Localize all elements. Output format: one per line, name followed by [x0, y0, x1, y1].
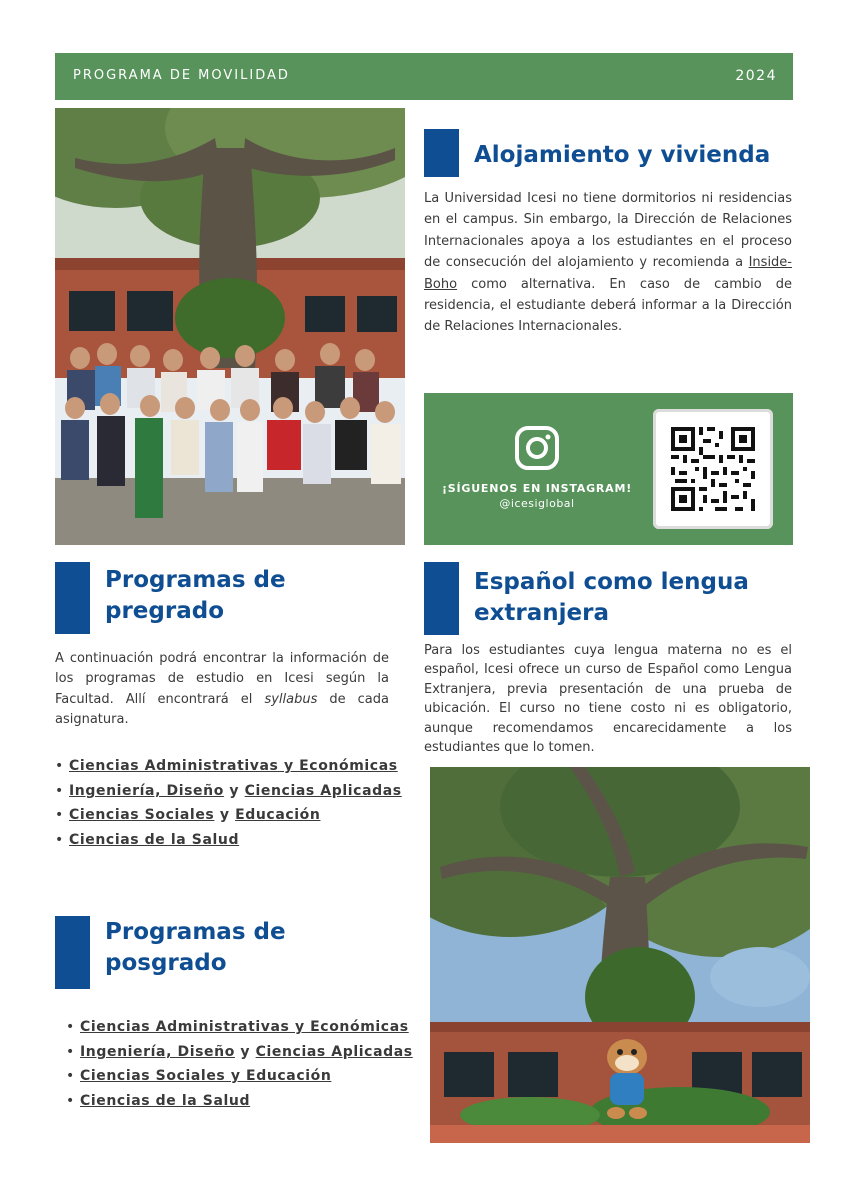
espanol-heading-line1: Español como lengua [474, 569, 749, 595]
pregrado-link-educacion[interactable]: Educación [235, 807, 321, 824]
group-photo [55, 108, 405, 545]
espanol-accent-bar [424, 562, 459, 635]
espanol-heading-line2: extranjera [474, 600, 610, 626]
list-item [66, 1019, 416, 1044]
posgrado-link-sociales[interactable]: Ciencias Sociales y Educación [80, 1068, 332, 1085]
qr-code[interactable] [653, 409, 773, 529]
instagram-cta: ¡SÍGUENOS EN INSTAGRAM! [441, 482, 633, 495]
instagram-icon[interactable] [514, 425, 560, 471]
pregrado-heading [105, 565, 286, 627]
pregrado-intro [55, 649, 389, 731]
pregrado-link-salud[interactable]: Ciencias de la Salud [69, 832, 240, 849]
list-item [55, 783, 415, 808]
posgrado-link-admin[interactable]: Ciencias Administrativas y Económicas [80, 1019, 409, 1035]
alojamiento-accent-bar [424, 129, 459, 177]
instagram-box [424, 393, 793, 545]
list-item [55, 807, 415, 832]
pregrado-link-sociales[interactable]: Ciencias Sociales [69, 807, 215, 824]
pregrado-list [55, 758, 415, 857]
posgrado-list [66, 1019, 416, 1118]
posgrado-accent-bar [55, 916, 90, 989]
pregrado-intro-text-1: A continuación podrá encontrar la información de los programas de estudio en Icesi según la Facultad. Allí encontrará el [55, 651, 389, 707]
posgrado-heading-line1: Programas de [105, 919, 286, 945]
program-title: PROGRAMA DE MOVILIDAD [73, 68, 290, 83]
list-item [55, 758, 415, 783]
espanol-paragraph: Para los estudiantes cuya lengua materna no es el español, Icesi ofrece un curso de Español como Lengua Extranjera, previa presentación de una prueba de ubicación. El curso no tiene costo ni es obligatorio, aunque recomendamos encarecidamente a los estudiantes que lo tomen. [424, 643, 792, 756]
posgrado-link-salud[interactable]: Ciencias de la Salud [80, 1093, 251, 1110]
list-separator: y [223, 782, 245, 799]
posgrado-heading-line2: posgrado [105, 950, 227, 976]
list-item [66, 1044, 416, 1069]
alojamiento-heading: Alojamiento y vivienda [474, 142, 771, 168]
pregrado-link-ciencias-aplicadas[interactable]: Ciencias Aplicadas [244, 782, 402, 799]
syllabus-text: syllabus [264, 691, 318, 707]
pregrado-accent-bar [55, 562, 90, 634]
pregrado-intro-text-2: de cada asignatura. [55, 691, 389, 728]
posgrado-link-ingenieria[interactable]: Ingeniería, Diseño [80, 1043, 235, 1060]
pregrado-heading-line2: pregrado [105, 598, 224, 624]
alojamiento-paragraph [424, 188, 792, 338]
inside-boho-link[interactable]: Inside-Boho [424, 255, 792, 292]
posgrado-link-ciencias-aplicadas[interactable]: Ciencias Aplicadas [255, 1043, 413, 1060]
posgrado-heading [105, 917, 286, 979]
header-bar [55, 53, 793, 100]
alojamiento-text-2: como alternativa. En caso de cambio de residencia, el estudiante deberá informar a la Dirección de Relaciones Internacionales. [424, 276, 792, 335]
espanol-heading [474, 567, 749, 629]
pregrado-link-admin[interactable]: Ciencias Administrativas y Económicas [69, 758, 398, 774]
year-label: 2024 [735, 68, 777, 84]
pregrado-heading-line1: Programas de [105, 567, 286, 593]
list-item [66, 1068, 416, 1093]
list-separator: y [214, 807, 236, 824]
list-separator: y [234, 1043, 256, 1060]
list-item [66, 1093, 416, 1118]
pregrado-link-ingenieria[interactable]: Ingeniería, Diseño [69, 782, 224, 799]
campus-tree-photo [430, 767, 810, 1143]
instagram-handle[interactable]: @icesiglobal [499, 497, 575, 510]
alojamiento-text-1: La Universidad Icesi no tiene dormitorios ni residencias en el campus. Sin embargo, la Dirección de Relaciones Internacionales apoya a los estudiantes en el proceso de consecución del alojamiento y recomienda a [424, 191, 792, 271]
list-item [55, 832, 415, 857]
